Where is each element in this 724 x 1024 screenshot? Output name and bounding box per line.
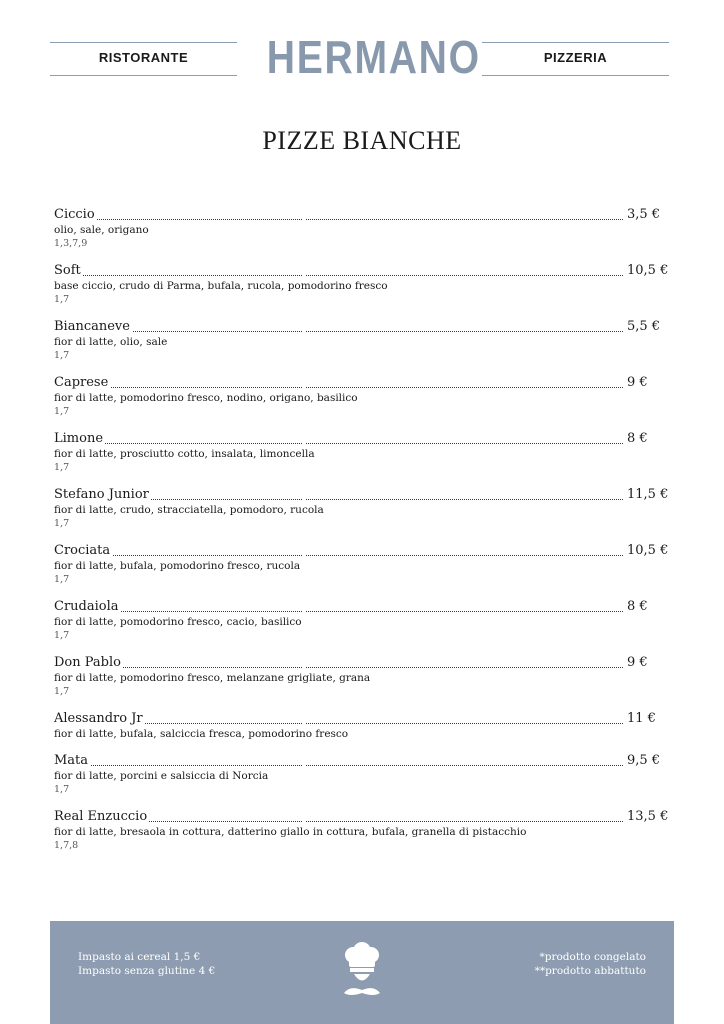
header-rule (482, 42, 669, 43)
item-name: Stefano Junior (54, 487, 149, 502)
item-description: fior di latte, prosciutto cotto, insalata, limoncella (54, 448, 315, 460)
item-allergens: 1,7 (54, 462, 70, 473)
item-description: fior di latte, porcini e salsiccia di Norcia (54, 770, 269, 782)
item-allergens: 1,7 (54, 350, 70, 361)
item-allergens: 1,7 (54, 686, 70, 697)
menu-item (54, 374, 670, 430)
chef-mustache-icon (340, 941, 384, 1005)
item-price: 13,5 € (627, 809, 669, 824)
footer (50, 921, 674, 1024)
header-right-label: PIZZERIA (543, 50, 608, 65)
item-allergens: 1,3,7,9 (54, 238, 88, 249)
item-name: Caprese (54, 375, 109, 390)
item-allergens: 1,7,8 (54, 840, 79, 851)
item-name: Biancaneve (54, 319, 130, 334)
footer-chilled-note: **prodotto abbattuto (534, 965, 646, 977)
menu-item (54, 318, 670, 374)
menu-item (54, 430, 670, 486)
footer-frozen-note: *prodotto congelato (539, 951, 646, 963)
header-rule (482, 75, 669, 76)
item-name: Real Enzuccio (54, 809, 148, 824)
menu-item (54, 710, 670, 752)
item-allergens: 1,7 (54, 518, 70, 529)
item-price: 5,5 € (627, 319, 661, 334)
item-name: Ciccio (54, 207, 95, 222)
item-description: fior di latte, crudo, stracciatella, pomodoro, rucola (54, 504, 324, 516)
item-description: olio, sale, origano (54, 224, 149, 236)
header-rule (50, 42, 237, 43)
item-allergens: 1,7 (54, 294, 70, 305)
footer-notes-left (78, 950, 215, 978)
menu-item (54, 654, 670, 710)
item-price: 9 € (627, 655, 648, 670)
menu-item (54, 206, 670, 262)
menu-item (54, 808, 670, 864)
section-title: PIZZE BIANCHE (262, 126, 462, 155)
item-description: fior di latte, pomodorino fresco, melanzane grigliate, grana (54, 672, 371, 684)
item-description: base ciccio, crudo di Parma, bufala, rucola, pomodorino fresco (54, 280, 388, 292)
item-description: fior di latte, pomodorino fresco, nodino, origano, basilico (54, 392, 358, 404)
item-name: Limone (54, 431, 104, 446)
item-allergens: 1,7 (54, 784, 70, 795)
item-price: 9,5 € (627, 753, 661, 768)
menu-list (54, 206, 670, 864)
item-price: 11,5 € (627, 487, 669, 502)
item-price: 8 € (627, 431, 648, 446)
menu-item (54, 262, 670, 318)
menu-item (54, 598, 670, 654)
item-allergens: 1,7 (54, 406, 70, 417)
item-price: 9 € (627, 375, 648, 390)
brand-logo: HERMANO (266, 31, 481, 83)
item-price: 10,5 € (627, 263, 669, 278)
header-rule (50, 75, 237, 76)
item-name: Alessandro Jr (54, 711, 143, 726)
item-description: fior di latte, bufala, salciccia fresca, pomodorino fresco (54, 728, 349, 740)
header (50, 30, 669, 90)
item-name: Mata (54, 753, 89, 768)
item-name: Crudaiola (54, 599, 119, 614)
item-description: fior di latte, bufala, pomodorino fresco, rucola (54, 560, 301, 572)
item-description: fior di latte, pomodorino fresco, cacio, basilico (54, 616, 302, 628)
item-description: fior di latte, olio, sale (54, 336, 168, 348)
item-description: fior di latte, bresaola in cottura, datterino giallo in cottura, bufala, granella di pistacchio (54, 826, 527, 838)
menu-item (54, 542, 670, 598)
menu-item (54, 752, 670, 808)
item-price: 3,5 € (627, 207, 661, 222)
item-allergens: 1,7 (54, 574, 70, 585)
item-price: 8 € (627, 599, 648, 614)
header-left-label: RISTORANTE (98, 50, 189, 65)
footer-cereal-dough: Impasto ai cereal 1,5 € (78, 951, 201, 963)
item-name: Soft (54, 263, 81, 278)
item-price: 10,5 € (627, 543, 669, 558)
item-name: Crociata (54, 543, 111, 558)
menu-item (54, 486, 670, 542)
footer-gluten-free-dough: Impasto senza glutine 4 € (78, 965, 216, 977)
footer-notes-right (535, 950, 646, 978)
item-allergens: 1,7 (54, 630, 70, 641)
item-name: Don Pablo (54, 655, 121, 670)
item-price: 11 € (627, 711, 656, 726)
